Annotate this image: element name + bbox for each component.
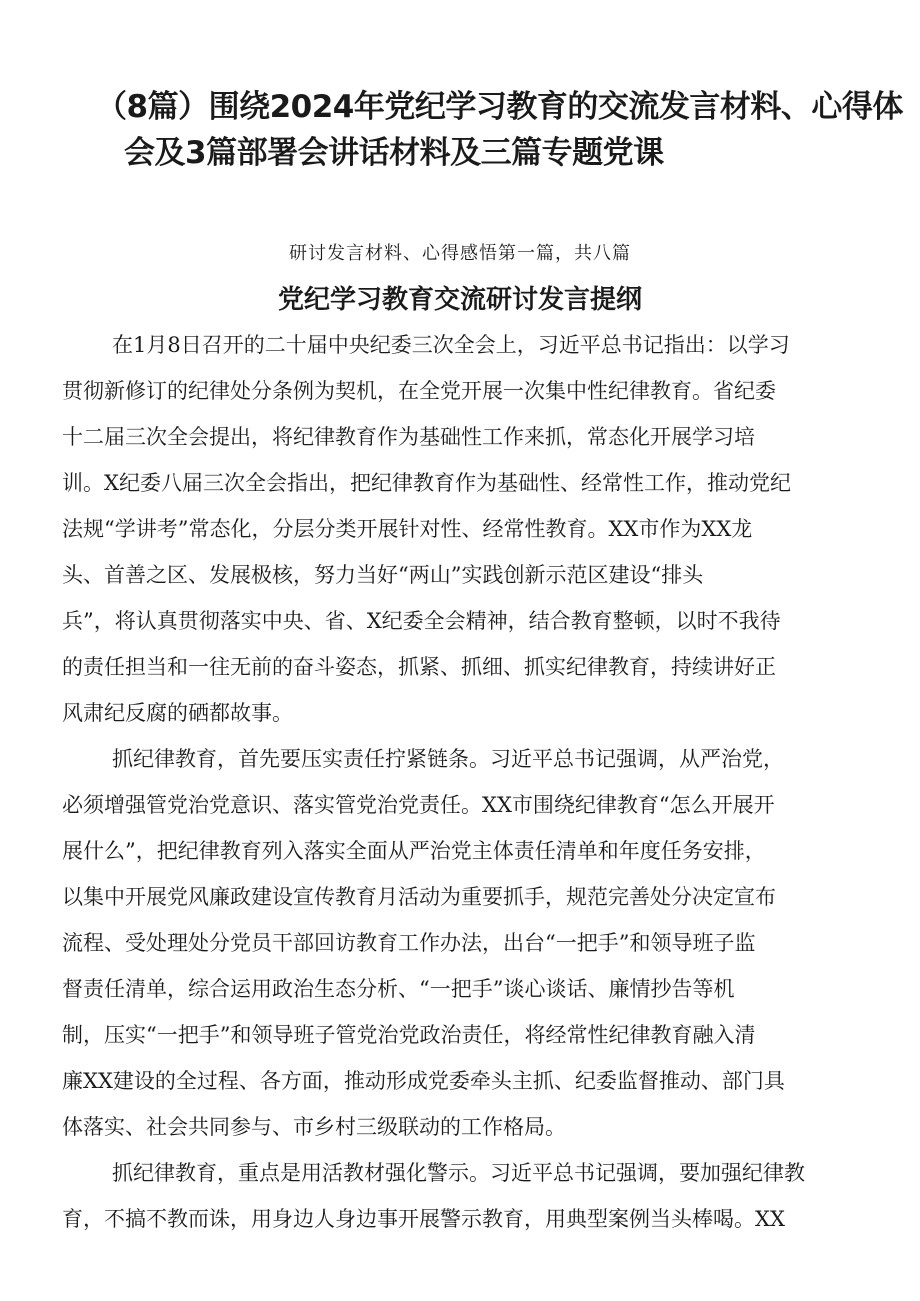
document-title-line: （8篇）围绕2024年党纪学习教育的交流发言材料、心得体 <box>96 89 903 125</box>
paragraph-line: 流程、受处理处分党员干部回访教育工作办法，出台“一把手”和领导班子监 <box>62 931 756 955</box>
document-title <box>96 84 903 176</box>
paragraph-line: 兵”，将认真贯彻落实中央、省、X纪委全会精神，结合教育整顿，以时不我待 <box>62 609 781 633</box>
paragraph-line: 廉XX建设的全过程、各方面，推动形成党委牵头主抓、纪委监督推动、部门具 <box>62 1069 785 1093</box>
paragraph-line: 风肃纪反腐的硒都故事。 <box>62 701 293 725</box>
paragraph-line: 贯彻新修订的纪律处分条例为契机，在全党开展一次集中性纪律教育。省纪委 <box>62 379 776 403</box>
paragraph-line: 制，压实“一把手”和领导班子管党治党政治责任，将经常性纪律教育融入清 <box>62 1023 756 1047</box>
paragraph-line: 必须增强管党治党意识、落实管党治党责任。XX市围绕纪律教育“怎么开展开 <box>62 793 775 817</box>
paragraph-line: 督责任清单，综合运用政治生态分析、“一把手”谈心谈话、廉情抄告等机 <box>62 977 735 1001</box>
document-subtitle: 研讨发言材料、心得感悟第一篇，共八篇 <box>289 243 631 264</box>
paragraph-line: 在1月8日召开的二十届中央纪委三次全会上，习近平总书记指出：以学习 <box>112 333 790 357</box>
paragraph-line: 的责任担当和一往无前的奋斗姿态，抓紧、抓细、抓实纪律教育，持续讲好正 <box>62 655 776 679</box>
paragraph-line: 法规“学讲考”常态化，分层分类开展针对性、经常性教育。XX市作为XX龙 <box>62 517 753 541</box>
section-heading: 党纪学习教育交流研讨发言提纲 <box>277 285 642 315</box>
document-title-line: 会及3篇部署会讲话材料及三篇专题党课 <box>124 135 664 171</box>
paragraph-line: 体落实、社会共同参与、市乡村三级联动的工作格局。 <box>62 1115 566 1139</box>
paragraph-line: 展什么”，把纪律教育列入落实全面从严治党主体责任清单和年度任务安排， <box>62 839 766 863</box>
paragraph-line: 十二届三次全会提出，将纪律教育作为基础性工作来抓，常态化开展学习培 <box>62 425 755 449</box>
paragraph-line: 抓纪律教育，首先要压实责任拧紧链条。习近平总书记强调，从严治党， <box>112 747 784 771</box>
paragraph-line: 育，不搞不教而诛，用身边人身边事开展警示教育，用典型案例当头棒喝。XX <box>62 1207 785 1231</box>
paragraph-line: 以集中开展党风廉政建设宣传教育月活动为重要抓手，规范完善处分决定宣布 <box>62 885 776 909</box>
paragraph-line: 训。X纪委八届三次全会指出，把纪律教育作为基础性、经常性工作，推动党纪 <box>62 471 791 495</box>
paragraph-line: 抓纪律教育，重点是用活教材强化警示。习近平总书记强调，要加强纪律教 <box>112 1161 805 1185</box>
paragraph-line: 头、首善之区、发展极核，努力当好“两山”实践创新示范区建设“排头 <box>62 563 704 587</box>
body-text <box>62 322 862 1242</box>
